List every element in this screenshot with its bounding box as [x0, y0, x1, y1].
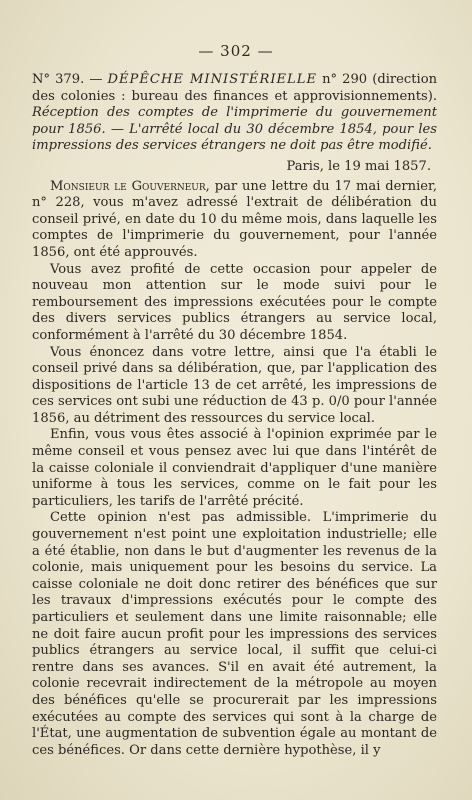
dispatch-title: DÉPÊCHE MINISTÉRIELLE	[107, 72, 318, 87]
dispatch-reference: n° 290 (direction des colonies : bureau des finances et approvisionnements).	[32, 72, 438, 104]
salutation: Monsieur le Gouverneur,	[50, 178, 210, 194]
paragraph-3: Vous énoncez dans votre lettre, ainsi que l'a établi le conseil privé dans sa délibération, que, par l'application des dispositions de l'article 13 de cet arrêté, les impressions de ces services ont subi une réduction de 43 p. 0/0 pour l'année 1856, au détriment des ressources du service local.	[32, 344, 437, 426]
dispatch-number: N° 379.	[32, 72, 85, 87]
document-body	[32, 72, 437, 759]
dispatch-subject: Réception des comptes de l'imprimerie du gouvernement pour 1856. — L'arrêté local du 30 décembre 1854, pour les impressions des services étrangers ne doit pas être modifié.	[32, 105, 437, 154]
paragraph-4: Enfin, vous vous êtes associé à l'opinion exprimée par le même conseil et vous pensez avec lui que dans l'intérêt de la caisse coloniale il conviendrait d'appliquer d'une manière uniforme à tous les services, comme on le fait pour les particuliers, les tarifs de l'arrêté précité.	[32, 427, 437, 509]
heading-dash: —	[84, 72, 108, 87]
dispatch-heading	[32, 72, 437, 155]
dateline: Paris, le 19 mai 1857.	[286, 158, 431, 174]
paragraph-5: Cette opinion n'est pas admissible. L'imprimerie du gouvernement n'est point une exploitation industrielle; elle a été établie, non dans le but d'augmenter les revenus de la colonie, mais uniquement pour les besoins du service. La caisse coloniale ne doit donc retirer des bénéfices que sur les travaux d'impressions exécutés pour le compte des particuliers et seulement dans une limite raisonnable; elle ne doit faire aucun profit pour les impressions des services publics étrangers au service local, il suffit que celui-ci rentre dans ses avances. S'il en avait été autrement, la colonie recevrait indirectement de la métropole au moyen des bénéfices qu'elle se procurerait par les impressions exécutées au compte des services qui sont à la charge de l'État, une augmentation de subvention égale au montant de ces bénéfices. Or dans cette dernière hypothèse, il y	[32, 510, 437, 758]
paragraph-1-text: par une lettre du 17 mai dernier, n° 228, vous m'avez adressé l'extrait de délibération du conseil privé, en date du 10 du même mois, dans laquelle les comptes de l'imprimerie du gouvernement, pour l'année 1856, ont été approuvés.	[32, 178, 438, 260]
page-number: — 302 —	[198, 42, 274, 60]
paragraph-1	[32, 179, 437, 262]
paragraph-2: Vous avez profité de cette occasion pour appeler de nouveau mon attention sur le mode suivi pour le remboursement des impressions exécutées pour le compte des divers services publics étrangers au service local, conformément à l'arrêté du 30 décembre 1854.	[32, 261, 437, 343]
